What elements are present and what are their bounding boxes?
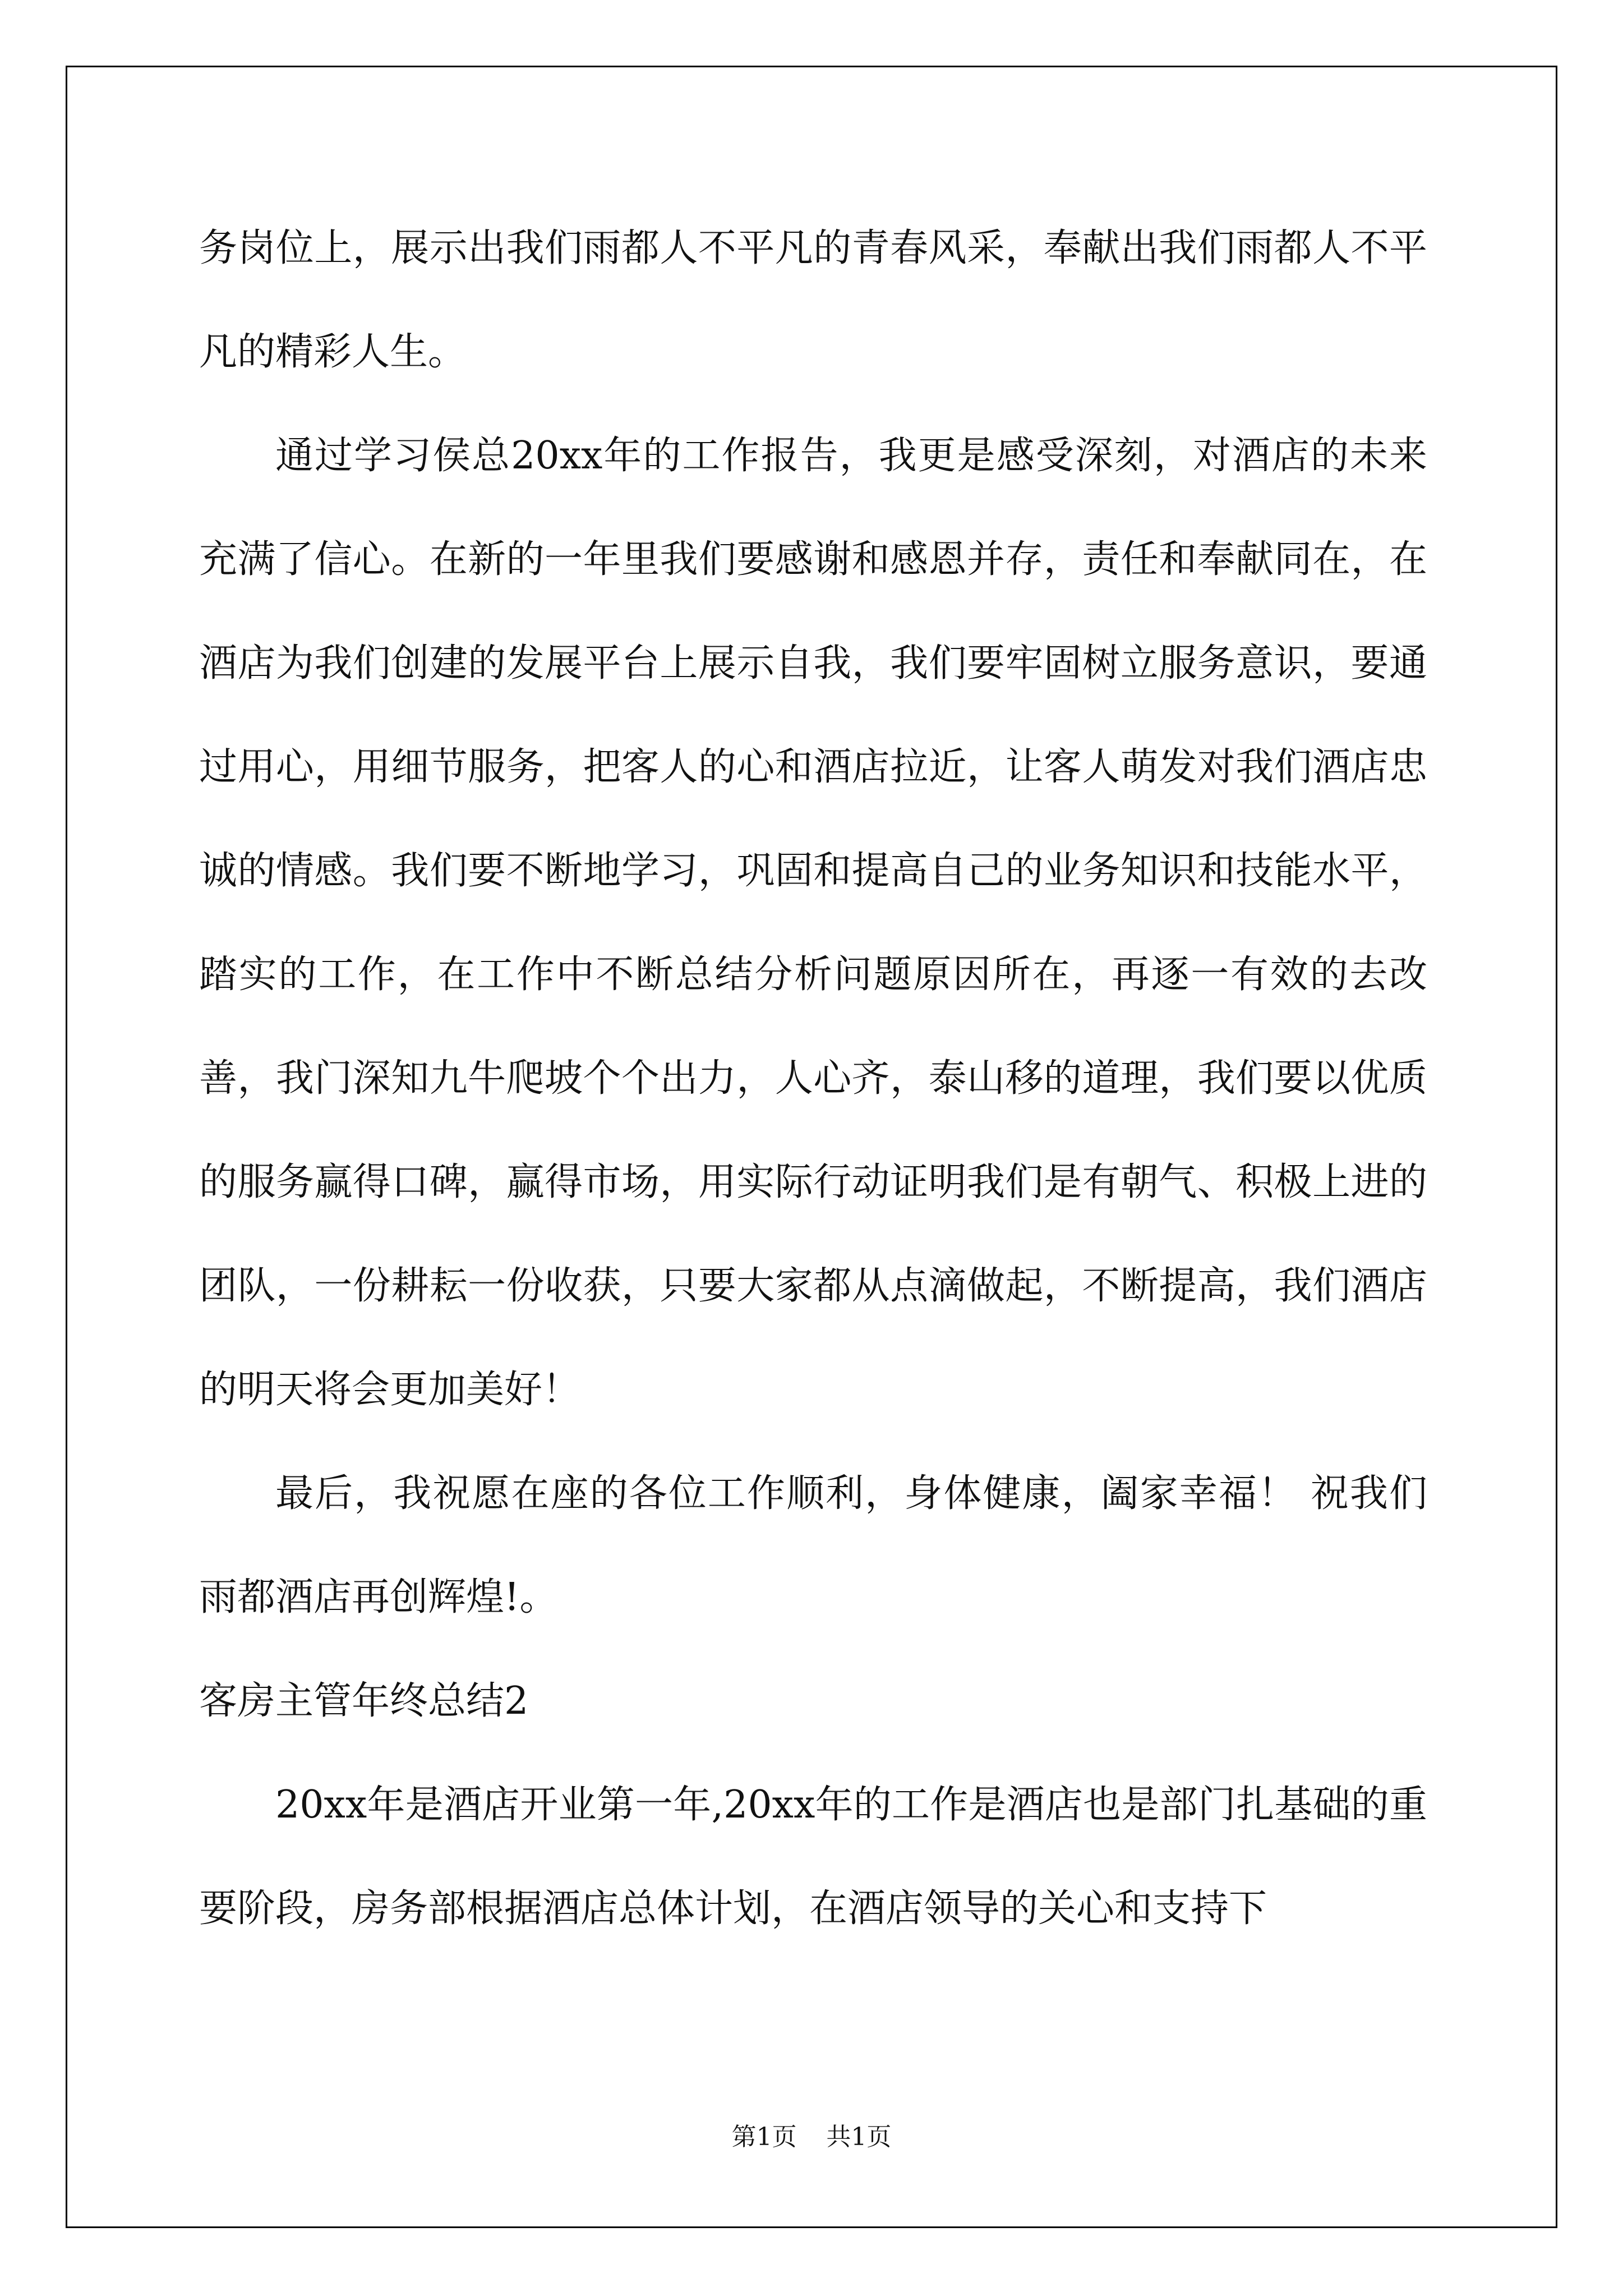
paragraph-4: 20xx年是酒店开业第一年,20xx年的工作是酒店也是部门扎基础的重要阶段，房务部根据酒店总体计划，在酒店领导的关心和支持下 [199,1783,1427,1931]
section-heading: 客房主管年终总结2 [199,1679,529,1723]
paragraph-2: 通过学习侯总20xx年的工作报告，我更是感受深刻，对酒店的未来充满了信心。在新的一年里我们要感谢和感恩并存，责任和奉献同在，在酒店为我们创建的发展平台上展示自我，我们要牢固树立服务意识，要通过用心，用细节服务，把客人的心和酒店拉近，让客人萌发对我们酒店忠诚的情感。我们要不断地学习，巩固和提高自己的业务知识和技能水平，踏实的工作，在工作中不断总结分析问题原因所在，再逐一有效的去改善，我门深知九牛爬坡个个出力，人心齐，泰山移的道理，我们要以优质的服务赢得口碑，赢得市场，用实际行动证明我们是有朝气、积极上进的团队，一份耕耘一份收获，只要大家都从点滴做起，不断提高，我们酒店的明天将会更加美好！ [199,434,1427,1412]
paragraph-3: 最后，我祝愿在座的各位工作顺利，身体健康，阖家幸福！ 祝我们雨都酒店再创辉煌!。 [199,1471,1427,1619]
page-number: 第1页 [731,2123,797,2151]
paragraph-1: 务岗位上，展示出我们雨都人不平凡的青春风采，奉献出我们雨都人不平凡的精彩人生。 [199,226,1427,374]
page-total: 共1页 [826,2123,892,2151]
document-body [199,196,1427,1961]
page-footer [0,2120,1623,2154]
